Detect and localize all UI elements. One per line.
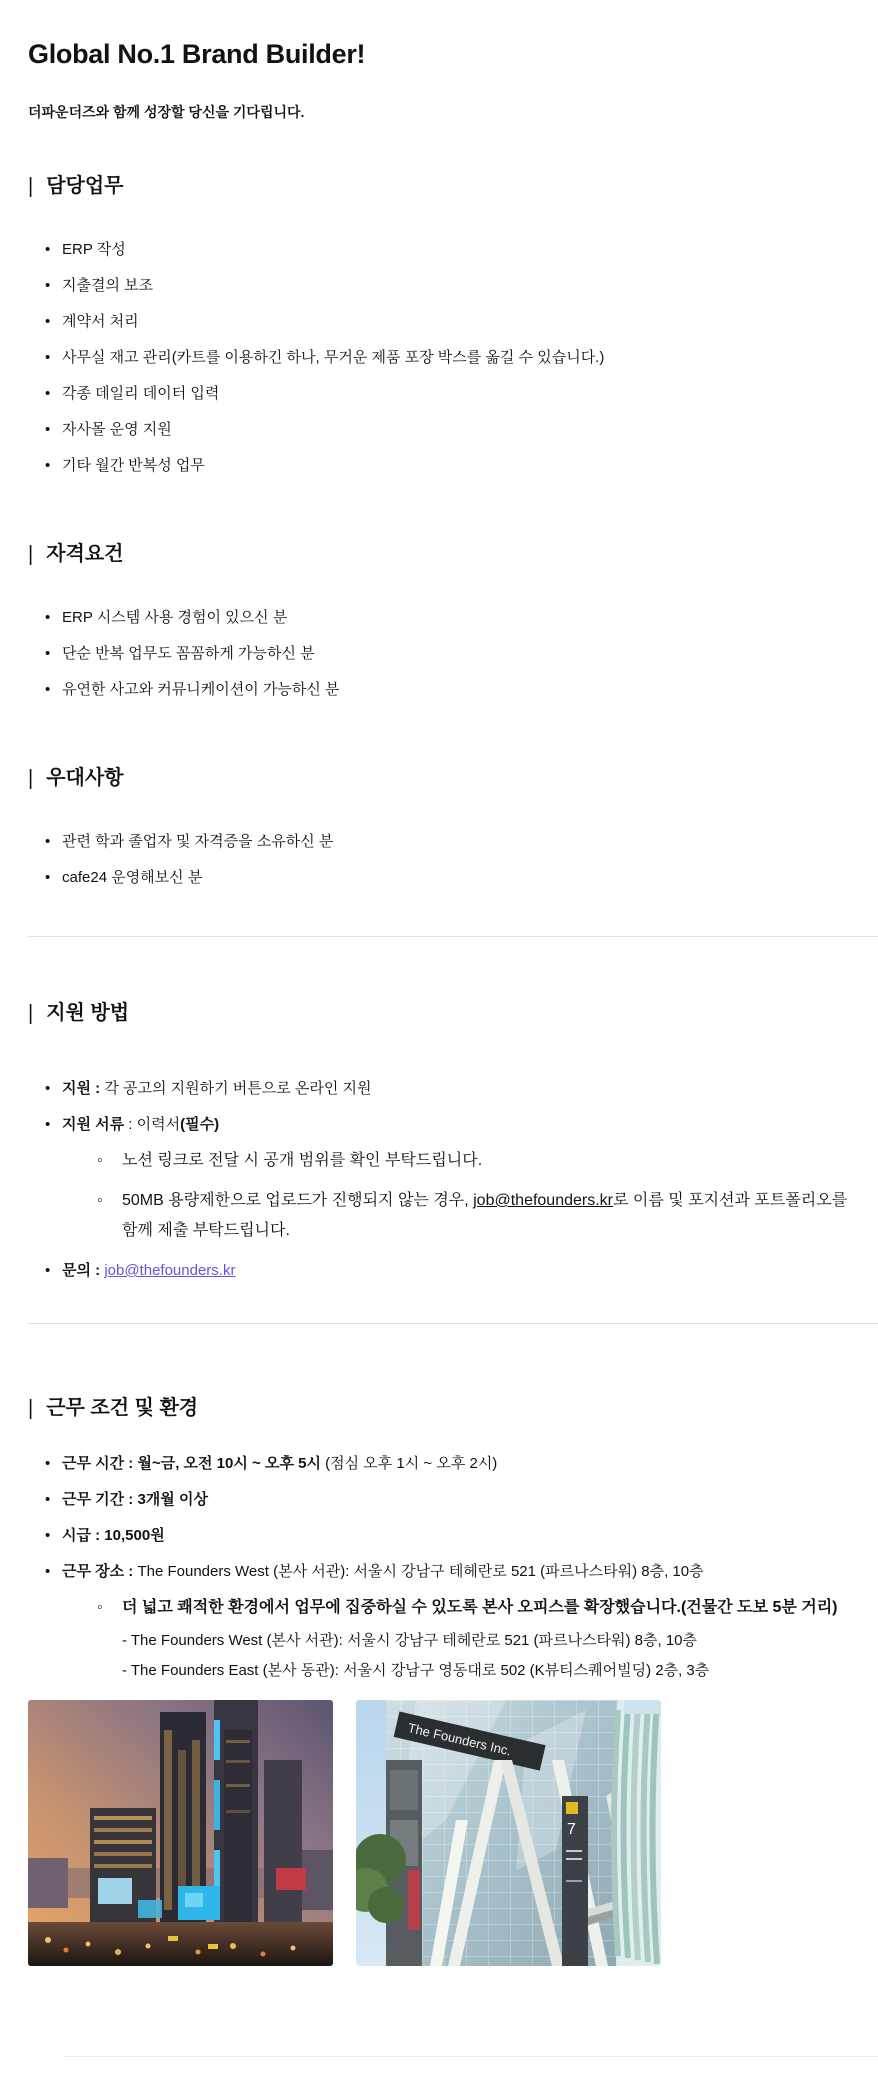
office-photo-east bbox=[356, 1700, 661, 1966]
page-title: Global No.1 Brand Builder! bbox=[28, 39, 366, 69]
section-heading-preferred bbox=[28, 764, 848, 792]
item-text: 각 공고의 지원하기 버튼으로 온라인 지원 bbox=[100, 1080, 372, 1097]
list-item: • 관련 학과 졸업자 및 자격증을 소유하신 분 bbox=[28, 824, 848, 860]
list-item: • ERP 시스템 사용 경험이 있으신 분 bbox=[28, 600, 848, 636]
item-text: (점심 오후 1시 ~ 오후 2시) bbox=[320, 1455, 498, 1472]
item-text: : 이력서 bbox=[124, 1116, 181, 1133]
list-item: • 기타 월간 반복성 업무 bbox=[28, 448, 848, 484]
item-label: 근무 장소 : bbox=[62, 1563, 138, 1580]
list-item: • 지출결의 보조 bbox=[28, 268, 848, 304]
note-text: 50MB 용량제한으로 업로드가 진행되지 않는 경우, bbox=[122, 1192, 474, 1209]
heading-bar: | bbox=[28, 542, 34, 566]
apply-sublist bbox=[28, 1143, 848, 1253]
item-label: 지원 서류 bbox=[62, 1116, 125, 1133]
heading-label: 지원 방법 bbox=[46, 1002, 130, 1024]
email-link[interactable]: job@thefounders.kr bbox=[473, 1192, 613, 1209]
heading-bar: | bbox=[28, 1001, 34, 1025]
note-text: 로 이름 및 포지션과 포트폴리오를 함께 제출 부탁드립니다. bbox=[122, 1192, 848, 1239]
list-item: • 자사몰 운영 지원 bbox=[28, 412, 848, 448]
office-address-lines bbox=[28, 1626, 848, 1686]
section-divider bbox=[28, 1323, 878, 1324]
building-sign-text: The Founders Inc. bbox=[406, 1720, 513, 1759]
heading-label: 담당업무 bbox=[46, 175, 124, 197]
item-label: 시급 : 10,500원 bbox=[62, 1527, 165, 1544]
office-address-west: - The Founders West (본사 서관): 서울시 강남구 테헤란로 521 (파르나스타워) 8층, 10층 bbox=[122, 1632, 697, 1649]
list-item: • ERP 작성 bbox=[28, 232, 848, 268]
bottom-divider bbox=[65, 2056, 878, 2057]
section-divider bbox=[28, 936, 878, 937]
heading-label: 근무 조건 및 환경 bbox=[46, 1397, 199, 1419]
page-subtitle: 더파운더즈와 함께 성장할 당신을 기다립니다. bbox=[28, 104, 305, 120]
sub-list-item-notion-note: ◦ 노션 링크로 전달 시 공개 범위를 확인 부탁드립니다. bbox=[28, 1143, 848, 1179]
office-photos bbox=[28, 1700, 848, 1966]
apply-list bbox=[28, 1071, 848, 1143]
item-label: 지원 : bbox=[62, 1080, 101, 1097]
west-building-illustration bbox=[28, 1700, 333, 1966]
section-heading-apply bbox=[28, 999, 848, 1027]
heading-label: 자격요건 bbox=[46, 543, 124, 565]
heading-bar: | bbox=[28, 174, 34, 198]
list-item: • 사무실 재고 관리(카트를 이용하긴 하나, 무거운 제품 포장 박스를 옮길 수 있습니다.) bbox=[28, 340, 848, 376]
item-label: 근무 시간 : 월~금, 오전 10시 ~ 오후 5시 bbox=[62, 1455, 321, 1472]
item-label: 문의 : bbox=[62, 1262, 105, 1279]
qualifications-list bbox=[28, 600, 848, 708]
office-photo-west bbox=[28, 1700, 333, 1966]
responsibilities-list bbox=[28, 232, 848, 484]
east-building-illustration bbox=[356, 1700, 661, 1966]
section-heading-conditions bbox=[28, 1394, 848, 1422]
item-required-tag: (필수) bbox=[180, 1116, 220, 1133]
heading-label: 우대사항 bbox=[46, 767, 124, 789]
list-item-work-hours bbox=[28, 1446, 848, 1482]
list-item-contact bbox=[28, 1253, 848, 1289]
list-item-hourly-wage bbox=[28, 1518, 848, 1554]
contact-email-link[interactable]: job@thefounders.kr bbox=[104, 1262, 236, 1279]
heading-bar: | bbox=[28, 1396, 34, 1420]
list-item: • 각종 데일리 데이터 입력 bbox=[28, 376, 848, 412]
list-item-apply-documents bbox=[28, 1107, 848, 1143]
list-item: • 계약서 처리 bbox=[28, 304, 848, 340]
list-item: • 단순 반복 업무도 꼼꼼하게 가능하신 분 bbox=[28, 636, 848, 672]
section-heading-qualifications bbox=[28, 540, 848, 568]
office-address-east: - The Founders East (본사 동관): 서울시 강남구 영동대로 502 (K뷰티스퀘어빌딩) 2층, 3층 bbox=[122, 1662, 710, 1679]
sub-list-item-upload-note bbox=[28, 1179, 848, 1253]
preferred-list bbox=[28, 824, 848, 896]
item-label: 근무 기간 : 3개월 이상 bbox=[62, 1491, 208, 1508]
list-item: • cafe24 운영해보신 분 bbox=[28, 860, 848, 896]
list-item-apply-method bbox=[28, 1071, 848, 1107]
list-item: • 유연한 사고와 커뮤니케이션이 가능하신 분 bbox=[28, 672, 848, 708]
list-item-work-location bbox=[28, 1554, 848, 1590]
conditions-sublist bbox=[28, 1590, 848, 1626]
pylon-number-text: 7 bbox=[567, 1821, 576, 1838]
conditions-list bbox=[28, 1446, 848, 1590]
apply-contact-list bbox=[28, 1253, 848, 1289]
item-text: The Founders West (본사 서관): 서울시 강남구 테헤란로 521 (파르나스타워) 8층, 10층 bbox=[137, 1563, 704, 1580]
list-item-work-period bbox=[28, 1482, 848, 1518]
heading-bar: | bbox=[28, 766, 34, 790]
section-heading-responsibilities bbox=[28, 172, 848, 200]
sub-list-item-office-expansion: ◦ 더 넓고 쾌적한 환경에서 업무에 집중하실 수 있도록 본사 오피스를 확장했습니다.(건물간 도보 5분 거리) bbox=[28, 1590, 848, 1626]
